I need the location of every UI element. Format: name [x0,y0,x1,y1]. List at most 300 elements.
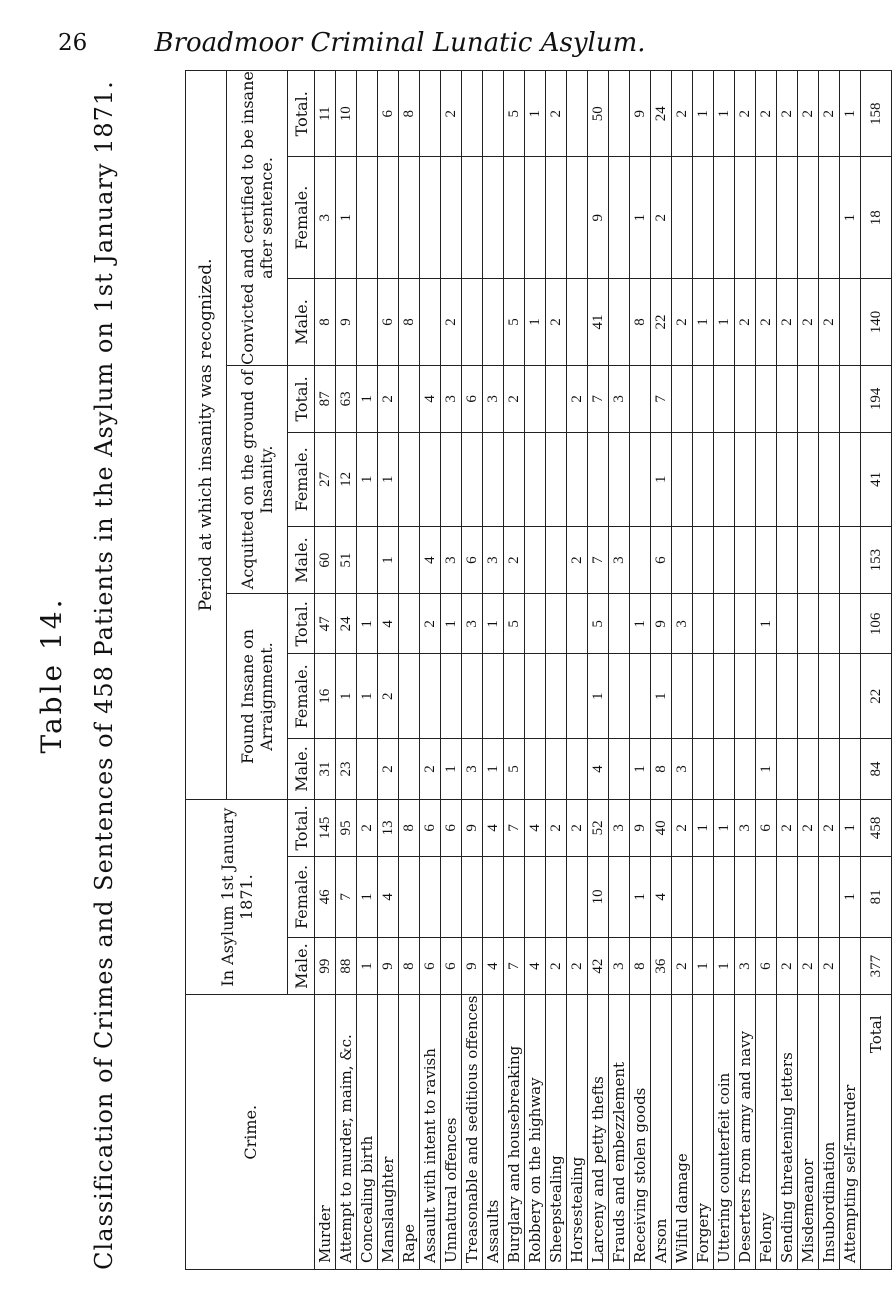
page-header [0,22,800,62]
table-cell [798,739,819,800]
table-cell: 1 [630,739,651,800]
table-cell [714,654,735,739]
table-cell: 3 [483,365,504,432]
table-cell: 1 [651,654,672,739]
table-cell: 9 [336,278,357,365]
crime-name: Deserters from army and navy [735,995,756,1270]
table-cell: 2 [819,71,840,157]
table-cell: 5 [504,278,525,365]
found-insane-header: Found Insane on Arraignment. [227,594,288,800]
total-cell: 158 [861,71,892,157]
table-row [504,71,525,1270]
table-cell [462,432,483,526]
total-cell: 41 [861,432,892,526]
table-cell [819,365,840,432]
table-cell [546,432,567,526]
period-header: Period at which insanity was recognized. [186,71,227,800]
table-cell [504,157,525,279]
table-cell [693,739,714,800]
table-cell [756,857,777,938]
in-asylum-header: In Asylum 1st January 1871. [186,799,288,995]
table-cell [399,157,420,279]
table-cell [567,71,588,157]
table-cell: 1 [693,278,714,365]
crime-name: Assault with intent to ravish [420,995,441,1270]
table-cell [819,739,840,800]
table-cell [777,365,798,432]
table-cell [399,365,420,432]
table-cell: 2 [504,365,525,432]
crime-name: Insubordination [819,995,840,1270]
table-cell [420,857,441,938]
table-cell [840,594,861,654]
sub-header-total: Total. [288,594,315,654]
table-cell: 2 [777,799,798,856]
table-cell: 1 [714,71,735,157]
page-number: 26 [58,30,88,56]
table-cell: 7 [336,857,357,938]
table-cell: 1 [840,71,861,157]
table-cell: 1 [483,594,504,654]
table-cell [714,857,735,938]
table-row [462,71,483,1270]
table-cell: 3 [483,526,504,593]
table-cell: 1 [840,857,861,938]
table-cell [546,654,567,739]
table-cell [609,432,630,526]
table-row [315,71,336,1270]
table-cell: 1 [630,857,651,938]
table-row [483,71,504,1270]
table-cell: 8 [399,71,420,157]
table-cell [756,157,777,279]
table-cell [525,857,546,938]
table-cell: 36 [651,937,672,995]
table-cell: 2 [672,71,693,157]
table-cell: 3 [609,937,630,995]
table-row [840,71,861,1270]
table-cell: 2 [777,278,798,365]
table-cell [567,594,588,654]
table-cell: 51 [336,526,357,593]
table-cell: 2 [672,937,693,995]
table-cell [609,71,630,157]
table-cell [609,739,630,800]
table-cell: 4 [378,857,399,938]
table-cell: 2 [756,278,777,365]
crime-name: Assaults [483,995,504,1270]
table-cell [588,432,609,526]
table-cell [483,157,504,279]
table-cell: 1 [441,739,462,800]
table-cell: 1 [336,654,357,739]
sub-header-male: Male. [288,937,315,995]
table-cell [609,594,630,654]
table-cell [462,278,483,365]
table-cell: 1 [525,71,546,157]
table-cell [777,739,798,800]
table-cell: 6 [462,526,483,593]
table-cell [630,526,651,593]
table-cell: 2 [651,157,672,279]
table-cell [735,739,756,800]
table-cell: 1 [336,157,357,279]
table-row [378,71,399,1270]
table-cell [420,278,441,365]
table-cell [546,857,567,938]
table-cell: 1 [714,937,735,995]
table-cell: 5 [588,594,609,654]
table-cell [357,739,378,800]
table-cell: 2 [567,365,588,432]
crime-name: Sending threatening letters [777,995,798,1270]
table-row [336,71,357,1270]
table-cell [693,594,714,654]
crime-name: Horsestealing [567,995,588,1270]
table-cell: 2 [777,71,798,157]
table-cell [777,432,798,526]
table-cell: 3 [672,739,693,800]
table-cell: 9 [588,157,609,279]
table-cell: 2 [420,594,441,654]
table-cell [567,278,588,365]
table-cell [735,857,756,938]
table-cell: 2 [798,71,819,157]
table-cell: 1 [483,739,504,800]
table-row [588,71,609,1270]
table-cell [735,432,756,526]
table-row [651,71,672,1270]
table-cell: 2 [546,937,567,995]
table-cell [504,654,525,739]
running-title: Broadmoor Criminal Lunatic Asylum. [154,28,646,58]
table-row [819,71,840,1270]
crime-name: Concealing birth [357,995,378,1270]
table-cell [777,594,798,654]
table-cell [420,157,441,279]
table-cell [462,157,483,279]
crime-name: Manslaughter [378,995,399,1270]
table-cell: 1 [630,157,651,279]
table-cell [504,857,525,938]
table-cell: 2 [777,937,798,995]
table-cell: 3 [441,526,462,593]
table-cell: 5 [504,594,525,654]
table-cell [462,654,483,739]
crime-name: Wilful damage [672,995,693,1270]
table-row [777,71,798,1270]
table-cell [567,654,588,739]
total-cell: 194 [861,365,892,432]
table-cell: 1 [693,71,714,157]
table-cell: 2 [504,526,525,593]
table-cell: 2 [819,937,840,995]
total-cell: 18 [861,157,892,279]
table-cell: 2 [567,526,588,593]
table-cell [840,739,861,800]
table-cell: 9 [462,937,483,995]
table-cell [672,157,693,279]
table-cell: 6 [756,937,777,995]
table-cell: 31 [315,739,336,800]
table-cell [420,71,441,157]
total-cell: 106 [861,594,892,654]
table-cell: 6 [462,365,483,432]
table-cell [483,432,504,526]
table-cell: 8 [651,739,672,800]
table-cell [567,739,588,800]
convicted-header: Convicted and certified to be insane after sentence. [227,71,288,366]
table-cell: 1 [357,365,378,432]
table-cell [399,432,420,526]
table-cell [693,526,714,593]
acquitted-header: Acquitted on the ground of Insanity. [227,365,288,593]
table-cell: 4 [483,799,504,856]
table-cell [609,857,630,938]
table-cell: 99 [315,937,336,995]
table-cell [525,654,546,739]
table-cell: 2 [819,799,840,856]
table-cell: 4 [378,594,399,654]
table-cell [714,432,735,526]
table-title: Classification of Crimes and Sentences of 458 Patients in the Asylum on 1st January 1871. [90,80,118,1270]
table-cell [777,157,798,279]
table-cell: 2 [546,278,567,365]
table-cell: 2 [420,739,441,800]
table-cell [441,432,462,526]
table-row [609,71,630,1270]
table-row [798,71,819,1270]
table-cell: 4 [525,937,546,995]
table-body [315,71,892,1270]
table-cell: 63 [336,365,357,432]
table-cell: 3 [609,799,630,856]
rotated-table-area [0,60,885,1290]
table-cell: 1 [357,857,378,938]
table-row [357,71,378,1270]
table-cell: 1 [693,937,714,995]
table-cell [672,526,693,593]
table-cell [735,157,756,279]
table-cell: 2 [357,799,378,856]
crime-name: Treasonable and seditious offences [462,995,483,1270]
table-cell: 4 [651,857,672,938]
sub-header-female: Female. [288,857,315,938]
table-row [441,71,462,1270]
table-cell [609,278,630,365]
table-cell [399,526,420,593]
table-cell [798,857,819,938]
table-cell: 1 [357,432,378,526]
table-cell: 4 [588,739,609,800]
table-cell [735,654,756,739]
table-row [525,71,546,1270]
table-cell: 3 [462,739,483,800]
table-cell [798,432,819,526]
table-cell: 2 [735,278,756,365]
table-cell: 24 [651,71,672,157]
table-cell: 6 [378,278,399,365]
table-cell [735,594,756,654]
crime-name: Robbery on the highway [525,995,546,1270]
table-row [399,71,420,1270]
table-cell: 2 [546,71,567,157]
table-cell [399,739,420,800]
table-cell: 2 [672,278,693,365]
table-cell: 24 [336,594,357,654]
table-cell: 50 [588,71,609,157]
table-cell: 2 [798,937,819,995]
table-cell [378,157,399,279]
table-cell: 2 [735,71,756,157]
table-cell [546,365,567,432]
table-cell: 4 [483,937,504,995]
table-cell: 4 [525,799,546,856]
table-cell [840,278,861,365]
total-cell: 153 [861,526,892,593]
crime-name: Rape [399,995,420,1270]
table-cell: 6 [441,799,462,856]
table-cell: 2 [819,278,840,365]
table-label: Table 14. [35,596,68,754]
table-cell [441,157,462,279]
table-cell [798,526,819,593]
table-row [546,71,567,1270]
table-cell [483,278,504,365]
table-cell: 42 [588,937,609,995]
crime-header: Crime. [186,995,315,1270]
table-cell [609,157,630,279]
table-cell [693,654,714,739]
table-cell [525,365,546,432]
table-cell: 2 [441,71,462,157]
table-cell: 8 [315,278,336,365]
crime-name: Murder [315,995,336,1270]
table-cell: 27 [315,432,336,526]
table-cell: 1 [357,594,378,654]
table-cell [420,654,441,739]
table-cell [567,857,588,938]
total-cell: 140 [861,278,892,365]
table-cell: 46 [315,857,336,938]
table-cell [525,432,546,526]
table-cell: 6 [441,937,462,995]
table-cell [672,432,693,526]
crime-name: Frauds and embezzlement [609,995,630,1270]
table-cell [798,654,819,739]
table-cell: 2 [672,799,693,856]
table-cell: 3 [315,157,336,279]
table-cell: 1 [840,157,861,279]
table-cell: 1 [756,594,777,654]
sub-header-male: Male. [288,278,315,365]
sub-header-male: Male. [288,526,315,593]
table-cell [630,365,651,432]
table-cell [756,365,777,432]
table-cell: 5 [504,71,525,157]
table-cell: 95 [336,799,357,856]
table-cell [546,157,567,279]
table-cell: 16 [315,654,336,739]
table-row [735,71,756,1270]
table-cell: 52 [588,799,609,856]
table-cell: 1 [756,739,777,800]
table-cell [525,739,546,800]
table-cell: 6 [378,71,399,157]
table-cell: 1 [840,799,861,856]
table-cell [630,432,651,526]
table-cell [357,157,378,279]
table-cell: 1 [441,594,462,654]
table-cell [714,526,735,593]
table-cell: 2 [378,739,399,800]
sub-header-female: Female. [288,432,315,526]
table-cell [819,594,840,654]
table-cell: 1 [714,278,735,365]
table-cell: 3 [441,365,462,432]
total-cell: 458 [861,799,892,856]
sub-header-total: Total. [288,71,315,157]
table-cell [420,432,441,526]
total-cell: 22 [861,654,892,739]
table-cell: 6 [651,526,672,593]
table-cell: 6 [420,799,441,856]
table-cell [840,654,861,739]
table-row [420,71,441,1270]
crime-name: Arson [651,995,672,1270]
sub-header-female: Female. [288,654,315,739]
table-cell [525,526,546,593]
table-cell [840,432,861,526]
table-cell: 22 [651,278,672,365]
table-cell [777,654,798,739]
table-cell [756,526,777,593]
table-cell [399,654,420,739]
table-cell: 1 [357,654,378,739]
table-row [567,71,588,1270]
table-cell: 2 [798,799,819,856]
total-cell: 377 [861,937,892,995]
table-cell [819,654,840,739]
total-row [861,71,892,1270]
table-cell: 4 [420,526,441,593]
table-cell: 6 [420,937,441,995]
table-cell: 3 [609,365,630,432]
table-cell [483,857,504,938]
table-cell [777,857,798,938]
table-cell [756,432,777,526]
table-cell [546,594,567,654]
table-cell: 2 [441,278,462,365]
table-cell [357,278,378,365]
table-cell [630,654,651,739]
table-cell: 1 [588,654,609,739]
table-cell [819,526,840,593]
table-cell [693,157,714,279]
table-cell: 7 [588,365,609,432]
table-cell [714,157,735,279]
table-cell [357,526,378,593]
table-row [630,71,651,1270]
table-row [756,71,777,1270]
table-cell: 6 [756,799,777,856]
table-cell: 8 [399,799,420,856]
crime-name: Sheepstealing [546,995,567,1270]
table-cell: 2 [546,799,567,856]
crime-name: Forgery [693,995,714,1270]
table-cell: 10 [588,857,609,938]
table-cell: 2 [798,278,819,365]
